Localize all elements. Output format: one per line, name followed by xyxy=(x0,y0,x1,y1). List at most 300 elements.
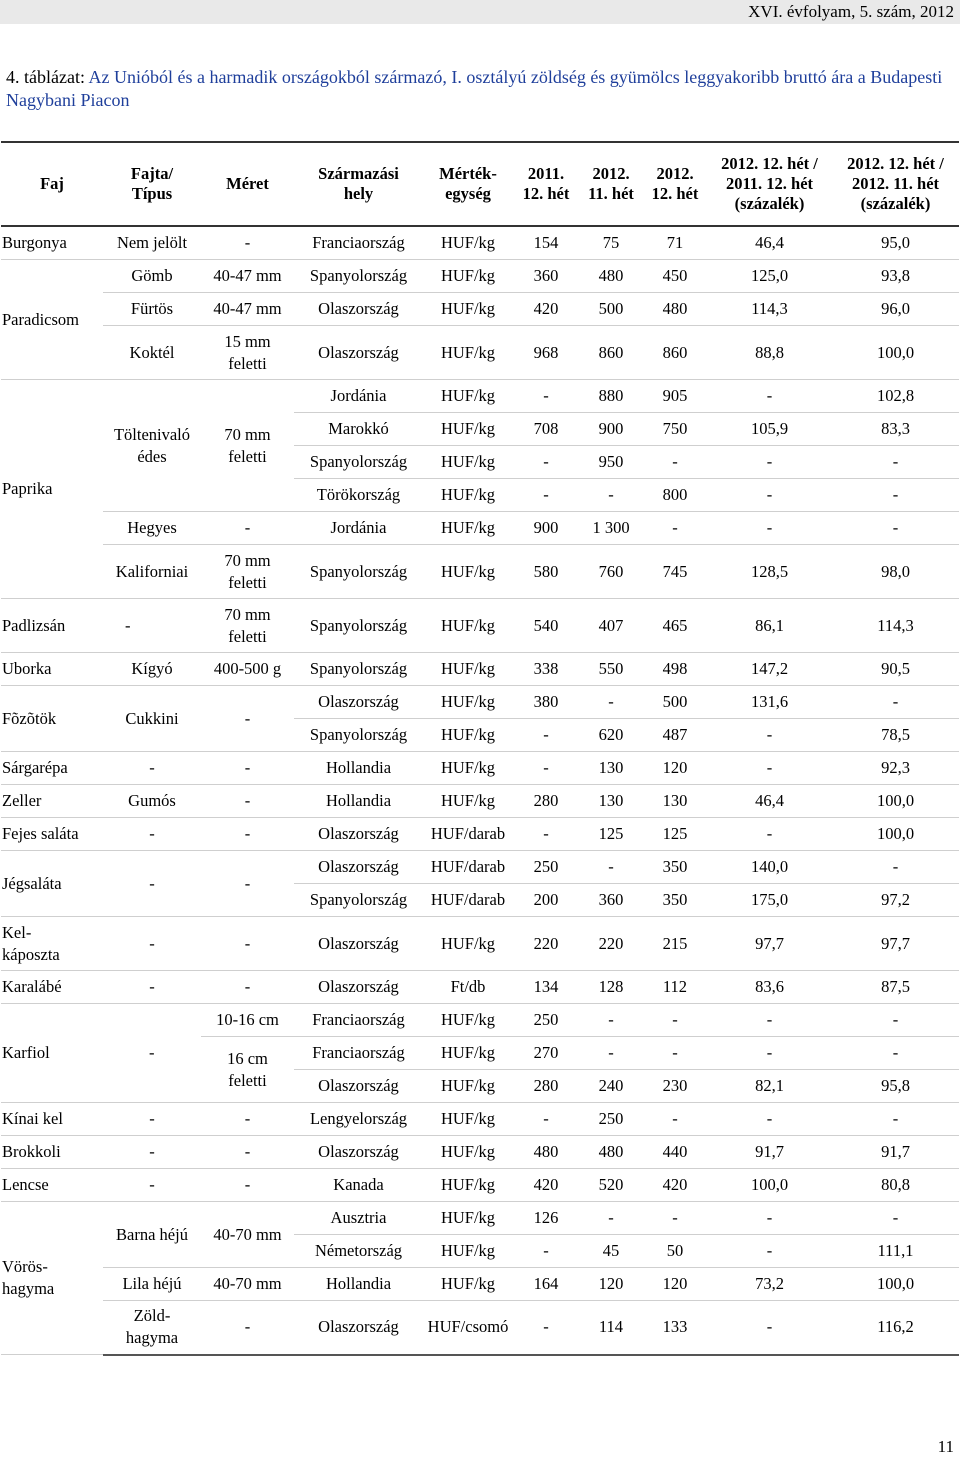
cell-faj: Vörös- hagyma xyxy=(1,1202,103,1355)
cell-faj: Jégsaláta xyxy=(1,851,103,917)
cell-value: 280 xyxy=(513,1070,579,1103)
cell-value: 950 xyxy=(579,446,643,479)
cell-value: 128 xyxy=(579,971,643,1004)
cell-pct: 95,8 xyxy=(832,1070,959,1103)
cell-value: 120 xyxy=(643,752,707,785)
cell-pct: - xyxy=(707,380,832,413)
cell-pct: - xyxy=(832,479,959,512)
cell-pct: - xyxy=(707,1235,832,1268)
cell-pct: 111,1 xyxy=(832,1235,959,1268)
cell-meret: - xyxy=(201,785,294,818)
cell-egyseg: HUF/kg xyxy=(423,719,513,752)
cell-meret: - xyxy=(201,1301,294,1355)
cell-faj: Paradicsom xyxy=(1,260,103,380)
cell-value: 270 xyxy=(513,1037,579,1070)
cell-hely: Olaszország xyxy=(294,686,423,719)
cell-value: 800 xyxy=(643,479,707,512)
cell-pct: - xyxy=(832,1037,959,1070)
cell-value: 126 xyxy=(513,1202,579,1235)
table-row xyxy=(1,917,959,971)
cell-hely: Jordánia xyxy=(294,380,423,413)
cell-pct: 91,7 xyxy=(707,1136,832,1169)
cell-hely: Olaszország xyxy=(294,1301,423,1355)
cell-egyseg: HUF/kg xyxy=(423,917,513,971)
cell-value: 745 xyxy=(643,545,707,599)
cell-egyseg: HUF/kg xyxy=(423,326,513,380)
table-row xyxy=(1,226,959,260)
cell-value: 905 xyxy=(643,380,707,413)
cell-value: 580 xyxy=(513,545,579,599)
cell-value: 880 xyxy=(579,380,643,413)
cell-pct: 92,3 xyxy=(832,752,959,785)
cell-value: - xyxy=(643,1004,707,1037)
cell-value: 520 xyxy=(579,1169,643,1202)
cell-fajta: - xyxy=(103,851,201,917)
cell-faj: Fejes saláta xyxy=(1,818,103,851)
cell-faj: Karfiol xyxy=(1,1004,103,1103)
cell-value: 75 xyxy=(579,226,643,260)
cell-meret: - xyxy=(201,851,294,917)
cell-value: - xyxy=(513,1103,579,1136)
cell-pct: 131,6 xyxy=(707,686,832,719)
cell-pct: 102,8 xyxy=(832,380,959,413)
cell-meret: - xyxy=(201,971,294,1004)
cell-hely: Spanyolország xyxy=(294,599,423,653)
cell-meret: - xyxy=(201,226,294,260)
caption-text: Az Unióból és a harmadik országokból származó, I. osztályú zöldség és gyümölcs leggyakoribb bruttó ára a Budapesti Nagybani Piacon xyxy=(6,67,943,110)
cell-pct: - xyxy=(707,818,832,851)
cell-fajta: Gömb xyxy=(103,260,201,293)
cell-hely: Ausztria xyxy=(294,1202,423,1235)
cell-egyseg: HUF/kg xyxy=(423,260,513,293)
cell-pct: - xyxy=(707,1037,832,1070)
cell-egyseg: HUF/kg xyxy=(423,545,513,599)
cell-fajta: - xyxy=(103,1004,201,1103)
cell-meret: - xyxy=(201,1169,294,1202)
cell-value: 350 xyxy=(643,884,707,917)
cell-egyseg: HUF/kg xyxy=(423,413,513,446)
cell-hely: Franciaország xyxy=(294,1037,423,1070)
cell-meret: 40-70 mm xyxy=(201,1268,294,1301)
cell-value: 420 xyxy=(643,1169,707,1202)
cell-pct: 73,2 xyxy=(707,1268,832,1301)
cell-pct: 97,2 xyxy=(832,884,959,917)
page-number: 11 xyxy=(937,1437,954,1456)
cell-pct: 83,3 xyxy=(832,413,959,446)
cell-hely: Olaszország xyxy=(294,971,423,1004)
cell-value: 550 xyxy=(579,653,643,686)
cell-hely: Spanyolország xyxy=(294,260,423,293)
cell-pct: 93,8 xyxy=(832,260,959,293)
cell-value: 498 xyxy=(643,653,707,686)
cell-egyseg: HUF/kg xyxy=(423,1202,513,1235)
cell-value: - xyxy=(643,1037,707,1070)
cell-value: 240 xyxy=(579,1070,643,1103)
cell-pct: 91,7 xyxy=(832,1136,959,1169)
cell-fajta: Lila héjú xyxy=(103,1268,201,1301)
cell-meret: - xyxy=(201,752,294,785)
cell-value: 250 xyxy=(579,1103,643,1136)
cell-hely: Lengyelország xyxy=(294,1103,423,1136)
cell-pct: 128,5 xyxy=(707,545,832,599)
cell-value: 114 xyxy=(579,1301,643,1355)
cell-value: 420 xyxy=(513,1169,579,1202)
cell-value: 480 xyxy=(513,1136,579,1169)
cell-pct: 147,2 xyxy=(707,653,832,686)
cell-egyseg: HUF/kg xyxy=(423,1070,513,1103)
cell-value: 120 xyxy=(579,1268,643,1301)
cell-meret: 15 mm feletti xyxy=(201,326,294,380)
cell-value: 130 xyxy=(579,752,643,785)
cell-egyseg: Ft/db xyxy=(423,971,513,1004)
cell-meret: - xyxy=(201,917,294,971)
cell-value: 465 xyxy=(643,599,707,653)
cell-pct: - xyxy=(707,1202,832,1235)
cell-pct: - xyxy=(832,1103,959,1136)
cell-egyseg: HUF/csomó xyxy=(423,1301,513,1355)
cell-fajta: Kaliforniai xyxy=(103,545,201,599)
cell-meret: - xyxy=(201,1136,294,1169)
cell-value: 112 xyxy=(643,971,707,1004)
cell-meret: 16 cm feletti xyxy=(201,1037,294,1103)
table-row xyxy=(1,1202,959,1235)
cell-hely: Hollandia xyxy=(294,1268,423,1301)
cell-value: - xyxy=(579,1004,643,1037)
cell-pct: - xyxy=(707,1103,832,1136)
cell-value: 860 xyxy=(579,326,643,380)
cell-value: - xyxy=(643,1202,707,1235)
cell-hely: Olaszország xyxy=(294,293,423,326)
cell-hely: Marokkó xyxy=(294,413,423,446)
cell-hely: Olaszország xyxy=(294,326,423,380)
table-row xyxy=(1,752,959,785)
cell-pct: 100,0 xyxy=(707,1169,832,1202)
cell-pct: 100,0 xyxy=(832,785,959,818)
cell-pct: - xyxy=(832,512,959,545)
cell-pct: 90,5 xyxy=(832,653,959,686)
cell-value: 230 xyxy=(643,1070,707,1103)
cell-pct: - xyxy=(832,1004,959,1037)
cell-fajta: - xyxy=(103,1136,201,1169)
col-2012-12: 2012. 12. hét xyxy=(643,142,707,226)
cell-value: 500 xyxy=(579,293,643,326)
cell-pct: 114,3 xyxy=(707,293,832,326)
table-row xyxy=(1,653,959,686)
cell-pct: 116,2 xyxy=(832,1301,959,1355)
cell-egyseg: HUF/kg xyxy=(423,293,513,326)
cell-value: - xyxy=(513,1235,579,1268)
cell-meret: - xyxy=(201,818,294,851)
cell-egyseg: HUF/darab xyxy=(423,851,513,884)
cell-hely: Hollandia xyxy=(294,752,423,785)
cell-value: - xyxy=(643,512,707,545)
cell-fajta: Barna héjú xyxy=(103,1202,201,1268)
cell-value: 125 xyxy=(643,818,707,851)
cell-fajta: - xyxy=(103,971,201,1004)
cell-value: 450 xyxy=(643,260,707,293)
cell-faj: Padlizsán xyxy=(1,599,103,653)
cell-value: 130 xyxy=(579,785,643,818)
cell-value: - xyxy=(513,752,579,785)
page-header xyxy=(0,0,960,24)
cell-egyseg: HUF/kg xyxy=(423,1004,513,1037)
cell-value: 480 xyxy=(643,293,707,326)
cell-pct: - xyxy=(707,1004,832,1037)
cell-value: 154 xyxy=(513,226,579,260)
cell-pct: 97,7 xyxy=(707,917,832,971)
cell-hely: Olaszország xyxy=(294,1070,423,1103)
cell-faj: Sárgarépa xyxy=(1,752,103,785)
cell-egyseg: HUF/kg xyxy=(423,1037,513,1070)
table-row xyxy=(1,599,959,653)
cell-value: 164 xyxy=(513,1268,579,1301)
cell-value: 200 xyxy=(513,884,579,917)
col-2012-11: 2012. 11. hét xyxy=(579,142,643,226)
cell-egyseg: HUF/darab xyxy=(423,818,513,851)
cell-fajta: Gumós xyxy=(103,785,201,818)
cell-hely: Jordánia xyxy=(294,512,423,545)
cell-pct: 88,8 xyxy=(707,326,832,380)
cell-pct: 78,5 xyxy=(832,719,959,752)
cell-hely: Olaszország xyxy=(294,818,423,851)
table-row xyxy=(1,1169,959,1202)
cell-egyseg: HUF/kg xyxy=(423,1235,513,1268)
cell-egyseg: HUF/kg xyxy=(423,512,513,545)
cell-faj: Kel- káposzta xyxy=(1,917,103,971)
cell-pct: 87,5 xyxy=(832,971,959,1004)
cell-egyseg: HUF/kg xyxy=(423,226,513,260)
cell-value: 125 xyxy=(579,818,643,851)
cell-meret: 70 mm feletti xyxy=(201,380,294,512)
cell-value: 760 xyxy=(579,545,643,599)
cell-hely: Franciaország xyxy=(294,226,423,260)
cell-pct: 95,0 xyxy=(832,226,959,260)
cell-pct: - xyxy=(707,446,832,479)
cell-fajta: - xyxy=(103,917,201,971)
table-row xyxy=(1,260,959,293)
cell-value: - xyxy=(579,479,643,512)
cell-value: - xyxy=(513,818,579,851)
table-row xyxy=(1,380,959,413)
cell-pct: 96,0 xyxy=(832,293,959,326)
cell-egyseg: HUF/kg xyxy=(423,1136,513,1169)
cell-egyseg: HUF/kg xyxy=(423,785,513,818)
cell-pct: - xyxy=(832,851,959,884)
cell-egyseg: HUF/kg xyxy=(423,1103,513,1136)
cell-value: 708 xyxy=(513,413,579,446)
cell-value: - xyxy=(513,719,579,752)
cell-faj: Burgonya xyxy=(1,226,103,260)
cell-meret: - xyxy=(201,686,294,752)
cell-value: 480 xyxy=(579,1136,643,1169)
cell-egyseg: HUF/kg xyxy=(423,446,513,479)
cell-hely: Franciaország xyxy=(294,1004,423,1037)
cell-value: 350 xyxy=(643,851,707,884)
cell-meret: 70 mm feletti xyxy=(201,545,294,599)
cell-faj: Lencse xyxy=(1,1169,103,1202)
cell-pct: 175,0 xyxy=(707,884,832,917)
cell-faj: Uborka xyxy=(1,653,103,686)
cell-value: 968 xyxy=(513,326,579,380)
cell-value: 220 xyxy=(513,917,579,971)
cell-value: - xyxy=(513,446,579,479)
cell-pct: 46,4 xyxy=(707,785,832,818)
cell-fajta: Kígyó xyxy=(103,653,201,686)
cell-faj: Paprika xyxy=(1,380,103,599)
cell-fajta: - xyxy=(103,818,201,851)
cell-egyseg: HUF/kg xyxy=(423,686,513,719)
cell-value: 1 300 xyxy=(579,512,643,545)
col-mertekegyseg: Mérték- egység xyxy=(423,142,513,226)
cell-egyseg: HUF/kg xyxy=(423,380,513,413)
cell-value: 134 xyxy=(513,971,579,1004)
cell-pct: 86,1 xyxy=(707,599,832,653)
cell-value: 440 xyxy=(643,1136,707,1169)
cell-value: 360 xyxy=(513,260,579,293)
cell-value: 860 xyxy=(643,326,707,380)
cell-value: - xyxy=(579,1037,643,1070)
cell-hely: Spanyolország xyxy=(294,884,423,917)
cell-faj: Fõzõtök xyxy=(1,686,103,752)
cell-fajta: - xyxy=(103,1103,201,1136)
col-szarmazasi-hely: Származási hely xyxy=(294,142,423,226)
cell-egyseg: HUF/kg xyxy=(423,752,513,785)
cell-value: 900 xyxy=(513,512,579,545)
cell-hely: Törökország xyxy=(294,479,423,512)
table-row xyxy=(1,1301,959,1355)
table-row xyxy=(1,293,959,326)
cell-value: - xyxy=(643,1103,707,1136)
cell-pct: 105,9 xyxy=(707,413,832,446)
cell-value: - xyxy=(579,1202,643,1235)
cell-value: 120 xyxy=(643,1268,707,1301)
col-faj: Faj xyxy=(1,142,103,226)
cell-value: 338 xyxy=(513,653,579,686)
cell-pct: - xyxy=(832,686,959,719)
table-row xyxy=(1,971,959,1004)
cell-hely: Spanyolország xyxy=(294,545,423,599)
cell-value: 130 xyxy=(643,785,707,818)
table-caption xyxy=(6,66,951,112)
cell-meret: 40-47 mm xyxy=(201,260,294,293)
cell-egyseg: HUF/kg xyxy=(423,1169,513,1202)
cell-value: - xyxy=(513,479,579,512)
cell-value: - xyxy=(513,380,579,413)
cell-value: 250 xyxy=(513,851,579,884)
cell-fajta: - xyxy=(103,599,201,653)
cell-hely: Kanada xyxy=(294,1169,423,1202)
cell-pct: - xyxy=(707,512,832,545)
cell-pct: 140,0 xyxy=(707,851,832,884)
cell-pct: 80,8 xyxy=(832,1169,959,1202)
cell-value: 487 xyxy=(643,719,707,752)
cell-value: 900 xyxy=(579,413,643,446)
cell-hely: Olaszország xyxy=(294,851,423,884)
cell-pct: 125,0 xyxy=(707,260,832,293)
col-fajta: Fajta/ Típus xyxy=(103,142,201,226)
cell-egyseg: HUF/kg xyxy=(423,479,513,512)
cell-egyseg: HUF/darab xyxy=(423,884,513,917)
cell-value: 420 xyxy=(513,293,579,326)
cell-value: 215 xyxy=(643,917,707,971)
caption-prefix: 4. táblázat: xyxy=(6,67,89,87)
cell-hely: Spanyolország xyxy=(294,719,423,752)
cell-meret: - xyxy=(201,1103,294,1136)
table-row xyxy=(1,851,959,884)
cell-meret: 40-70 mm xyxy=(201,1202,294,1268)
col-pct-week: 2012. 12. hét / 2012. 11. hét (százalék) xyxy=(832,142,959,226)
cell-value: - xyxy=(579,851,643,884)
table-row xyxy=(1,686,959,719)
table-row xyxy=(1,785,959,818)
table-row xyxy=(1,545,959,599)
cell-value: 360 xyxy=(579,884,643,917)
cell-faj: Brokkoli xyxy=(1,1136,103,1169)
cell-pct: 100,0 xyxy=(832,326,959,380)
cell-hely: Olaszország xyxy=(294,917,423,971)
cell-pct: - xyxy=(707,719,832,752)
table-row xyxy=(1,1136,959,1169)
cell-value: 380 xyxy=(513,686,579,719)
cell-meret: - xyxy=(201,512,294,545)
cell-fajta: Cukkini xyxy=(103,686,201,752)
cell-value: 500 xyxy=(643,686,707,719)
cell-meret: 400-500 g xyxy=(201,653,294,686)
cell-value: - xyxy=(643,446,707,479)
table-row xyxy=(1,1268,959,1301)
cell-fajta: - xyxy=(103,1169,201,1202)
cell-egyseg: HUF/kg xyxy=(423,599,513,653)
cell-value: 750 xyxy=(643,413,707,446)
cell-value: 540 xyxy=(513,599,579,653)
col-meret: Méret xyxy=(201,142,294,226)
cell-pct: 98,0 xyxy=(832,545,959,599)
cell-egyseg: HUF/kg xyxy=(423,653,513,686)
cell-pct: 114,3 xyxy=(832,599,959,653)
journal-issue: XVI. évfolyam, 5. szám, 2012 xyxy=(748,2,954,21)
cell-pct: 100,0 xyxy=(832,818,959,851)
table-row xyxy=(1,326,959,380)
cell-hely: Németország xyxy=(294,1235,423,1268)
cell-pct: 100,0 xyxy=(832,1268,959,1301)
cell-fajta: - xyxy=(103,752,201,785)
cell-value: 250 xyxy=(513,1004,579,1037)
cell-value: - xyxy=(579,686,643,719)
cell-value: 71 xyxy=(643,226,707,260)
cell-value: 280 xyxy=(513,785,579,818)
cell-fajta: Töltenivaló édes xyxy=(103,380,201,512)
cell-hely: Hollandia xyxy=(294,785,423,818)
cell-pct: - xyxy=(707,479,832,512)
cell-fajta: Koktél xyxy=(103,326,201,380)
cell-pct: 46,4 xyxy=(707,226,832,260)
price-table xyxy=(1,141,959,1356)
cell-faj: Zeller xyxy=(1,785,103,818)
cell-pct: - xyxy=(832,1202,959,1235)
cell-hely: Spanyolország xyxy=(294,446,423,479)
cell-meret: 40-47 mm xyxy=(201,293,294,326)
col-2011-12: 2011. 12. hét xyxy=(513,142,579,226)
table-row xyxy=(1,818,959,851)
cell-value: - xyxy=(513,1301,579,1355)
table-row xyxy=(1,1004,959,1037)
cell-fajta: Hegyes xyxy=(103,512,201,545)
cell-value: 133 xyxy=(643,1301,707,1355)
cell-fajta: Nem jelölt xyxy=(103,226,201,260)
table-header-row xyxy=(1,142,959,226)
cell-pct: - xyxy=(707,752,832,785)
cell-value: 620 xyxy=(579,719,643,752)
